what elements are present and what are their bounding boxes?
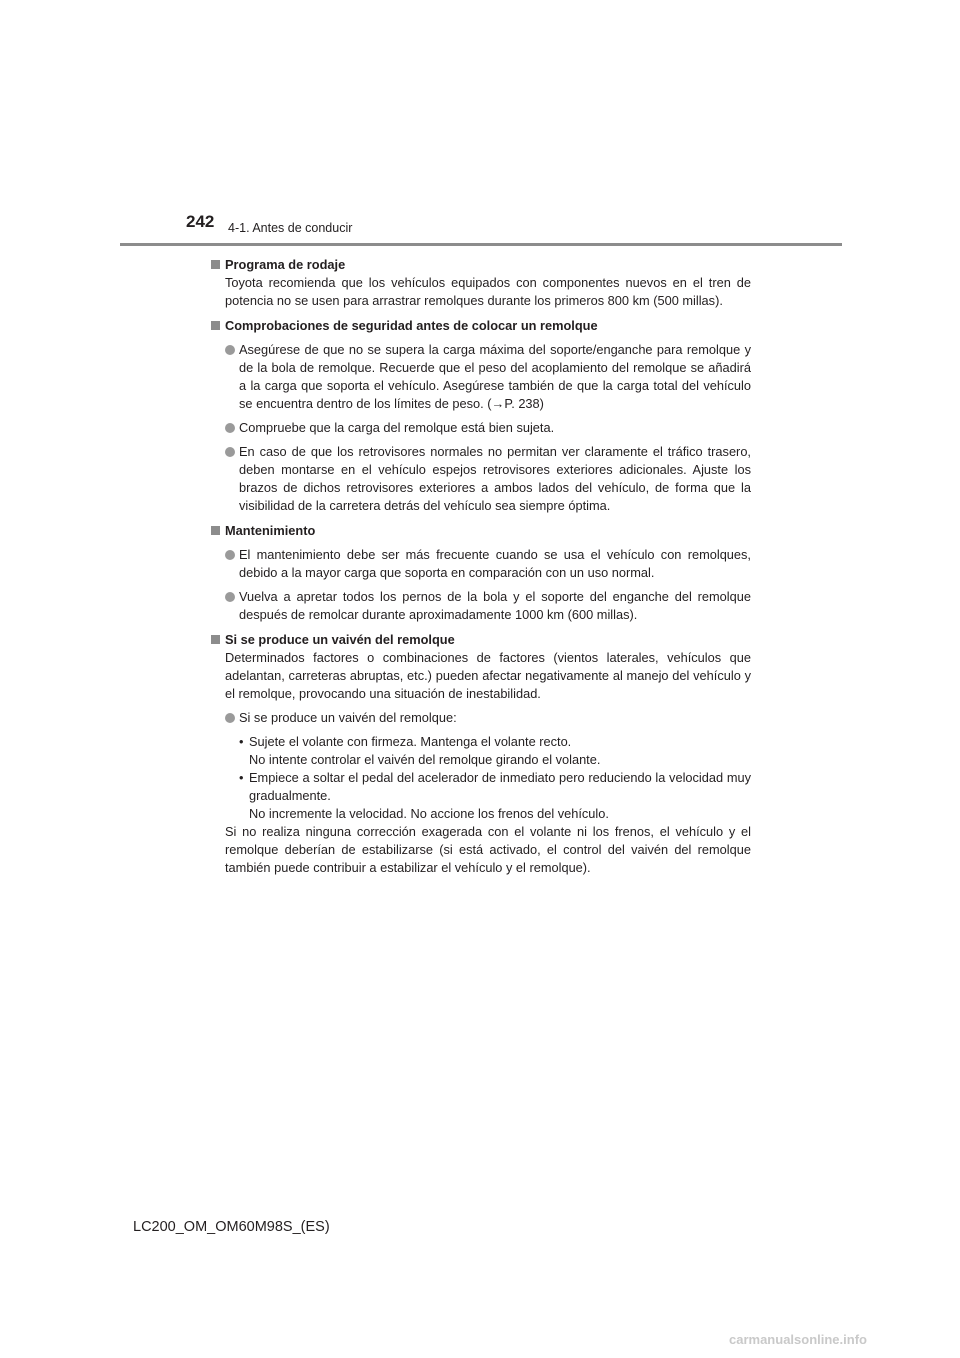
header-rule (120, 243, 842, 246)
closing-paragraph: Si no realiza ninguna corrección exagerada con el volante ni los frenos, el vehículo y el remolque deberían de estabilizarse (si está activado, el control del vaivén del remolque también puede contribuir a estabilizar el vehículo y el remolque). (225, 824, 751, 875)
document-code: LC200_OM_OM60M98S_(ES) (133, 1219, 330, 1235)
section-maintenance (211, 522, 751, 624)
circle-bullet-icon (225, 447, 235, 457)
item-text: Compruebe que la carga del remolque está bien sujeta. (239, 420, 555, 435)
circle-bullet-icon (225, 345, 235, 355)
list-item (211, 546, 751, 582)
heading-text: Comprobaciones de seguridad antes de colocar un remolque (225, 318, 598, 333)
section-safety-checks (211, 317, 751, 515)
section-paragraph: Determinados factores o combinaciones de factores (vientos laterales, vehículos que adelantan, carreteras abruptas, etc.) pueden afectar negativamente al manejo del vehículo y el remolque, provocando una situación de inestabilidad. (225, 650, 751, 701)
section-break-in (211, 256, 751, 310)
sub-item (239, 733, 751, 751)
circle-bullet-icon (225, 713, 235, 723)
section-trailer-sway (211, 631, 751, 877)
list-item (211, 419, 751, 437)
item-text: Asegúrese de que no se supera la carga máxima del soporte/enganche para remolque y de la bola de remolque. Recuerde que el peso del acoplamiento del remolque se añadirá a la carga que soporta el vehículo. Asegúrese también de que la carga total del vehículo se encuentra dentro de los límites de peso. (→P. 238) (239, 342, 751, 411)
heading-text: Mantenimiento (225, 523, 316, 538)
list-item (211, 341, 751, 413)
list-item (211, 443, 751, 515)
sub-item (239, 769, 751, 805)
item-text: En caso de que los retrovisores normales no permitan ver claramente el tráfico trasero, deben montarse en el vehículo espejos retrovisores exteriores adicionales. Ajuste los brazos de dichos retrovisores exteriores a ambos lados del vehículo, de forma que la visibilidad de la carretera detrás del vehículo sea siempre óptima. (239, 444, 751, 513)
page-number: 242 (186, 212, 215, 231)
sub-list (211, 733, 751, 823)
item-text: Vuelva a apretar todos los pernos de la bola y el soporte del enganche del remolque después de remolcar durante aproximadamente 1000 km (600 millas). (239, 589, 751, 622)
section-title: 4-1. Antes de conducir (228, 221, 353, 235)
dot-bullet: • (239, 770, 244, 785)
sub-item-text: Sujete el volante con firmeza. Mantenga el volante recto. (249, 734, 572, 749)
square-bullet-icon (211, 526, 220, 535)
section-heading (211, 256, 751, 274)
section-heading (211, 317, 751, 335)
square-bullet-icon (211, 635, 220, 644)
sub-item-text: Empiece a soltar el pedal del acelerador de inmediato pero reduciendo la velocidad muy gradualmente. (249, 770, 751, 803)
item-text: Si se produce un vaivén del remolque: (239, 710, 457, 725)
item-text: El mantenimiento debe ser más frecuente cuando se usa el vehículo con remolques, debido a la mayor carga que soporta en comparación con un uso normal. (239, 547, 751, 580)
circle-bullet-icon (225, 592, 235, 602)
section-heading (211, 631, 751, 649)
circle-bullet-icon (225, 550, 235, 560)
section-heading (211, 522, 751, 540)
section-paragraph: Toyota recomienda que los vehículos equipados con componentes nuevos en el tren de potencia no se usen para arrastrar remolques durante los primeros 800 km (500 millas). (225, 275, 751, 308)
heading-text: Programa de rodaje (225, 257, 346, 272)
sub-item-note: No intente controlar el vaivén del remolque girando el volante. (249, 752, 601, 767)
heading-text: Si se produce un vaivén del remolque (225, 632, 455, 647)
circle-bullet-icon (225, 423, 235, 433)
square-bullet-icon (211, 321, 220, 330)
list-item (211, 588, 751, 624)
watermark: carmanualsonline.info (729, 1332, 867, 1347)
list-item (211, 709, 751, 727)
sub-item-note: No incremente la velocidad. No accione los frenos del vehículo. (249, 806, 609, 821)
page-content (211, 256, 751, 884)
square-bullet-icon (211, 260, 220, 269)
dot-bullet: • (239, 734, 244, 749)
